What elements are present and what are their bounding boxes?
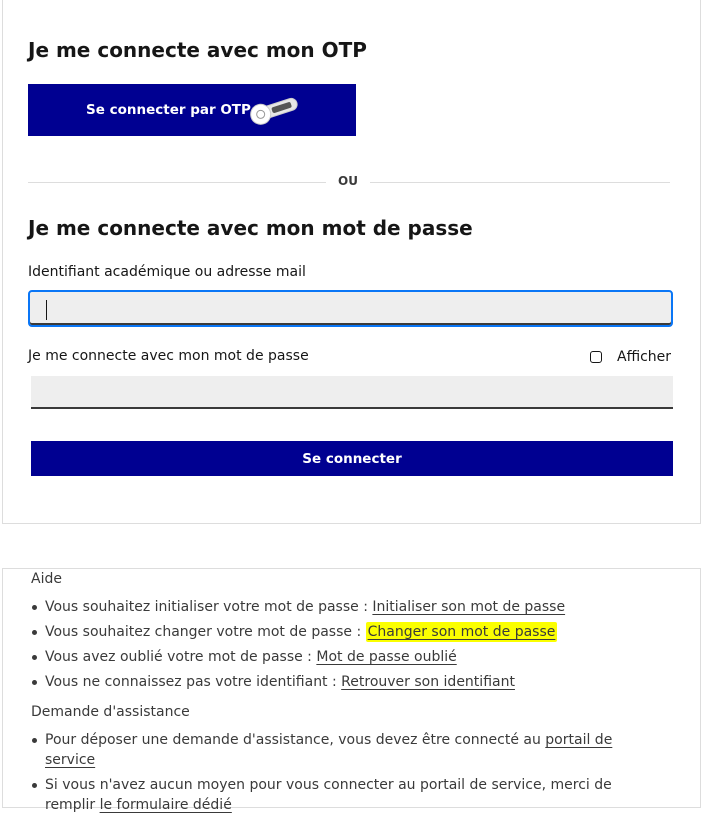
find-identifier-link[interactable]: Retrouver son identifiant: [341, 674, 515, 690]
service-portal-link[interactable]: portail de service: [45, 732, 613, 768]
assistance-title: Demande d'assistance: [31, 704, 190, 720]
assistance-list: [45, 730, 665, 820]
text-caret: [46, 300, 47, 320]
password-section-title: Je me connecte avec mon mot de passe: [28, 216, 473, 240]
show-password-checkbox[interactable]: [590, 351, 602, 363]
list-item: Si vous n'avez aucun moyen pour vous connecter au portail de service, merci de remplir le formulaire dédié: [45, 775, 665, 815]
separator-line-right: [370, 182, 670, 183]
list-item: Vous souhaitez initialiser votre mot de passe : Initialiser son mot de passe: [45, 597, 665, 617]
init-password-link[interactable]: Initialiser son mot de passe: [372, 599, 566, 615]
list-item: Vous souhaitez changer votre mot de passe : Changer son mot de passe: [45, 622, 665, 642]
identifier-input[interactable]: [28, 290, 673, 327]
help-list: [45, 597, 665, 697]
list-item: Pour déposer une demande d'assistance, vous devez être connecté au portail de service: [45, 730, 665, 770]
otp-key-icon: [248, 94, 300, 126]
show-password-toggle[interactable]: [590, 349, 671, 365]
forgot-password-link[interactable]: Mot de passe oublié: [316, 649, 457, 665]
otp-button-label: Se connecter par OTP: [86, 102, 251, 118]
separator-text: OU: [338, 174, 358, 188]
dedicated-form-link[interactable]: le formulaire dédié: [99, 797, 232, 813]
show-password-label[interactable]: Afficher: [617, 349, 672, 365]
password-input[interactable]: [31, 376, 673, 409]
login-submit-button[interactable]: Se connecter: [31, 441, 673, 476]
list-item: Vous ne connaissez pas votre identifiant : Retrouver son identifiant: [45, 672, 665, 692]
separator-line-left: [28, 182, 326, 183]
otp-login-button[interactable]: [28, 84, 356, 136]
list-item: Vous avez oublié votre mot de passe : Mot de passe oublié: [45, 647, 665, 667]
identifier-label: Identifiant académique ou adresse mail: [28, 264, 306, 280]
help-title: Aide: [31, 571, 62, 587]
change-password-link[interactable]: Changer son mot de passe: [367, 624, 556, 640]
otp-section-title: Je me connecte avec mon OTP: [28, 38, 367, 62]
password-label: Je me connecte avec mon mot de passe: [28, 348, 309, 364]
